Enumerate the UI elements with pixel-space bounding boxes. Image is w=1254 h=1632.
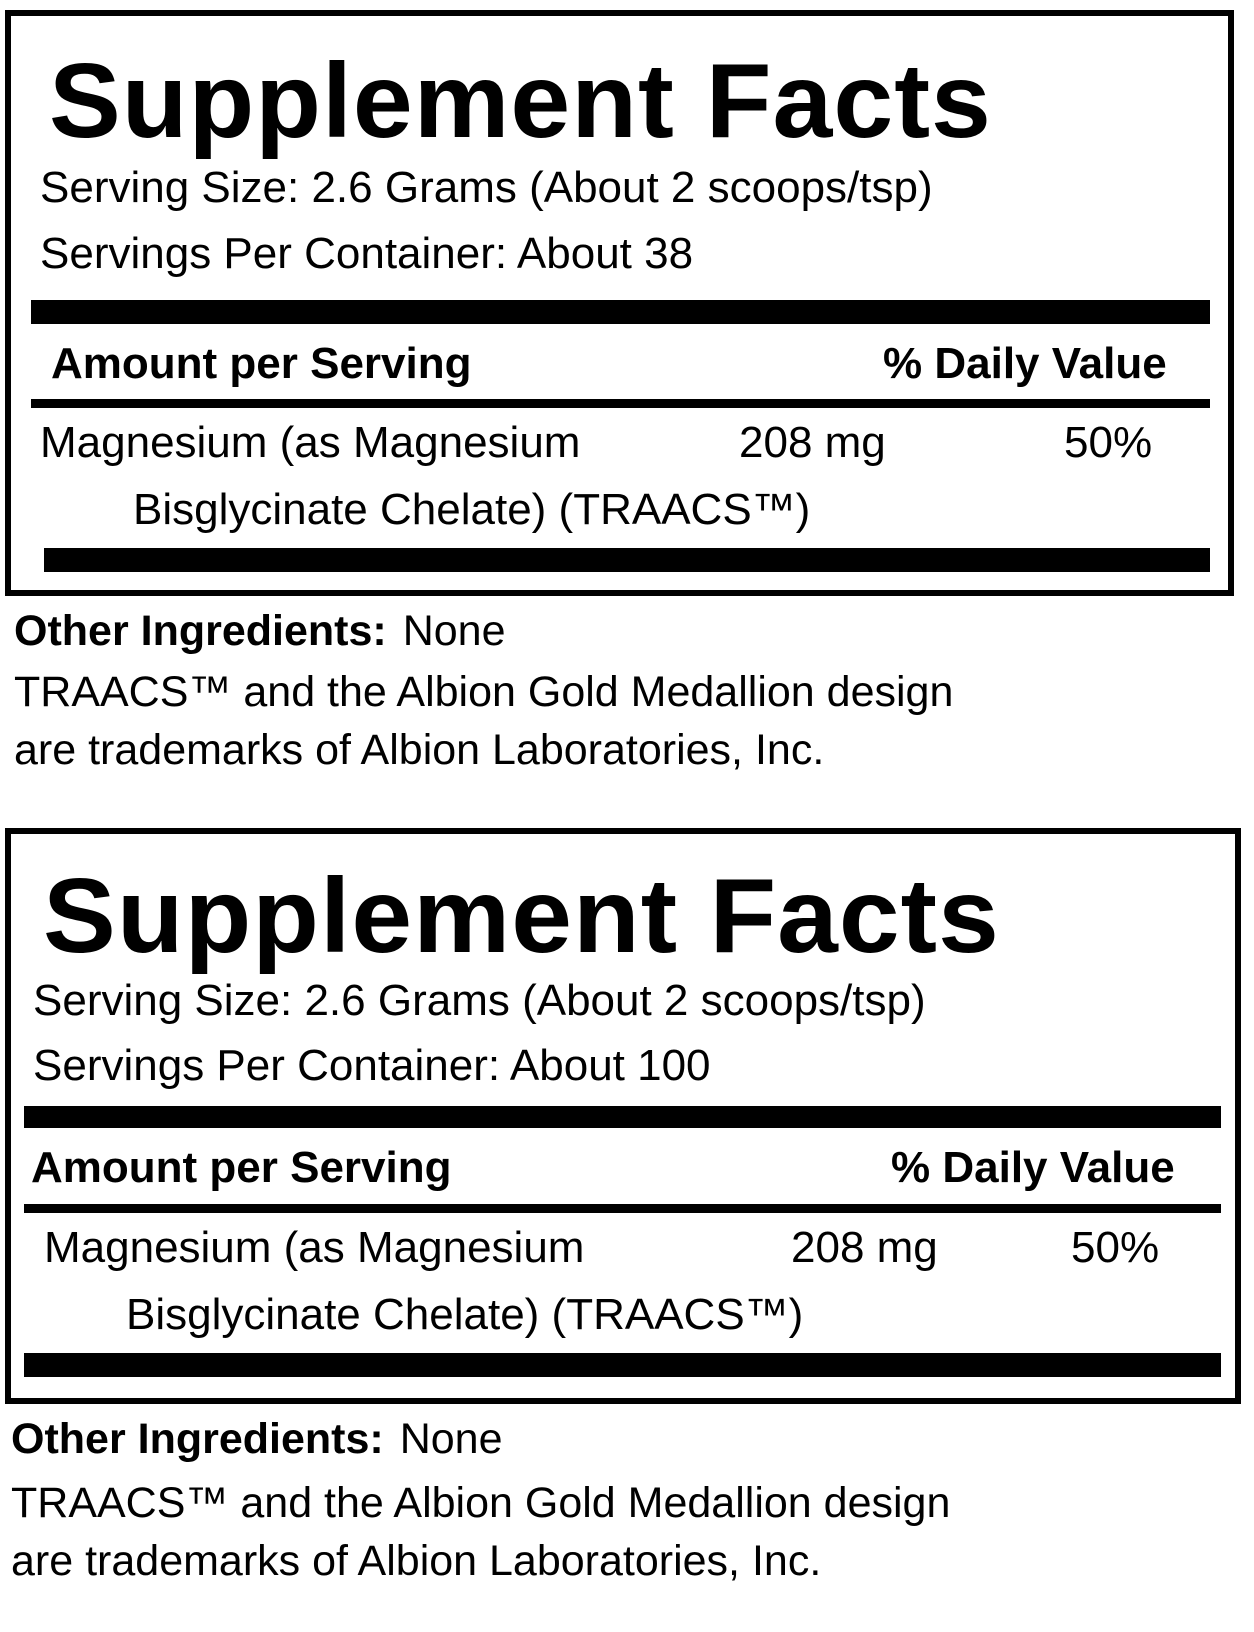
nutrient-daily-value: 50% [1071,1223,1160,1272]
header-amount-per-serving: Amount per Serving [31,1143,452,1192]
other-ingredients-2 [11,1415,503,1463]
nutrient-name-line-2: Bisglycinate Chelate) (TRAACS™) [126,1290,804,1339]
nutrient-name-line-2: Bisglycinate Chelate) (TRAACS™) [133,485,811,534]
thin-divider [24,1204,1221,1213]
thick-divider-bottom [44,548,1210,572]
panel-title: Supplement Facts [49,42,992,160]
nutrient-daily-value: 50% [1064,418,1153,467]
panel-title: Supplement Facts [43,857,1000,975]
nutrient-name-line-1: Magnesium (as Magnesium [40,418,581,467]
trademark-line-1: TRAACS™ and the Albion Gold Medallion design [14,668,954,716]
other-ingredients-label: Other Ingredients: [14,607,387,655]
other-ingredients-value: None [399,1415,503,1463]
thin-divider [31,399,1210,408]
thick-divider-top [24,1106,1221,1128]
thick-divider-bottom [24,1353,1221,1377]
serving-size: Serving Size: 2.6 Grams (About 2 scoops/tsp) [40,163,933,212]
nutrient-amount: 208 mg [739,418,886,467]
other-ingredients-1 [14,607,506,655]
other-ingredients-value: None [402,607,506,655]
servings-per-container: Servings Per Container: About 38 [40,229,694,278]
trademark-line-2: are trademarks of Albion Laboratories, Inc. [14,726,825,774]
header-daily-value: % Daily Value [891,1143,1175,1192]
supplement-facts-panel-2 [5,828,1241,1404]
serving-size: Serving Size: 2.6 Grams (About 2 scoops/tsp) [33,976,926,1025]
nutrient-name-line-1: Magnesium (as Magnesium [44,1223,585,1272]
other-ingredients-label: Other Ingredients: [11,1415,384,1463]
header-amount-per-serving: Amount per Serving [51,339,472,388]
thick-divider-top [31,300,1210,324]
supplement-facts-panel-1 [5,10,1234,596]
trademark-line-1: TRAACS™ and the Albion Gold Medallion design [11,1479,951,1527]
nutrient-amount: 208 mg [791,1223,938,1272]
trademark-line-2: are trademarks of Albion Laboratories, Inc. [11,1537,822,1585]
header-daily-value: % Daily Value [883,339,1167,388]
servings-per-container: Servings Per Container: About 100 [33,1041,711,1090]
